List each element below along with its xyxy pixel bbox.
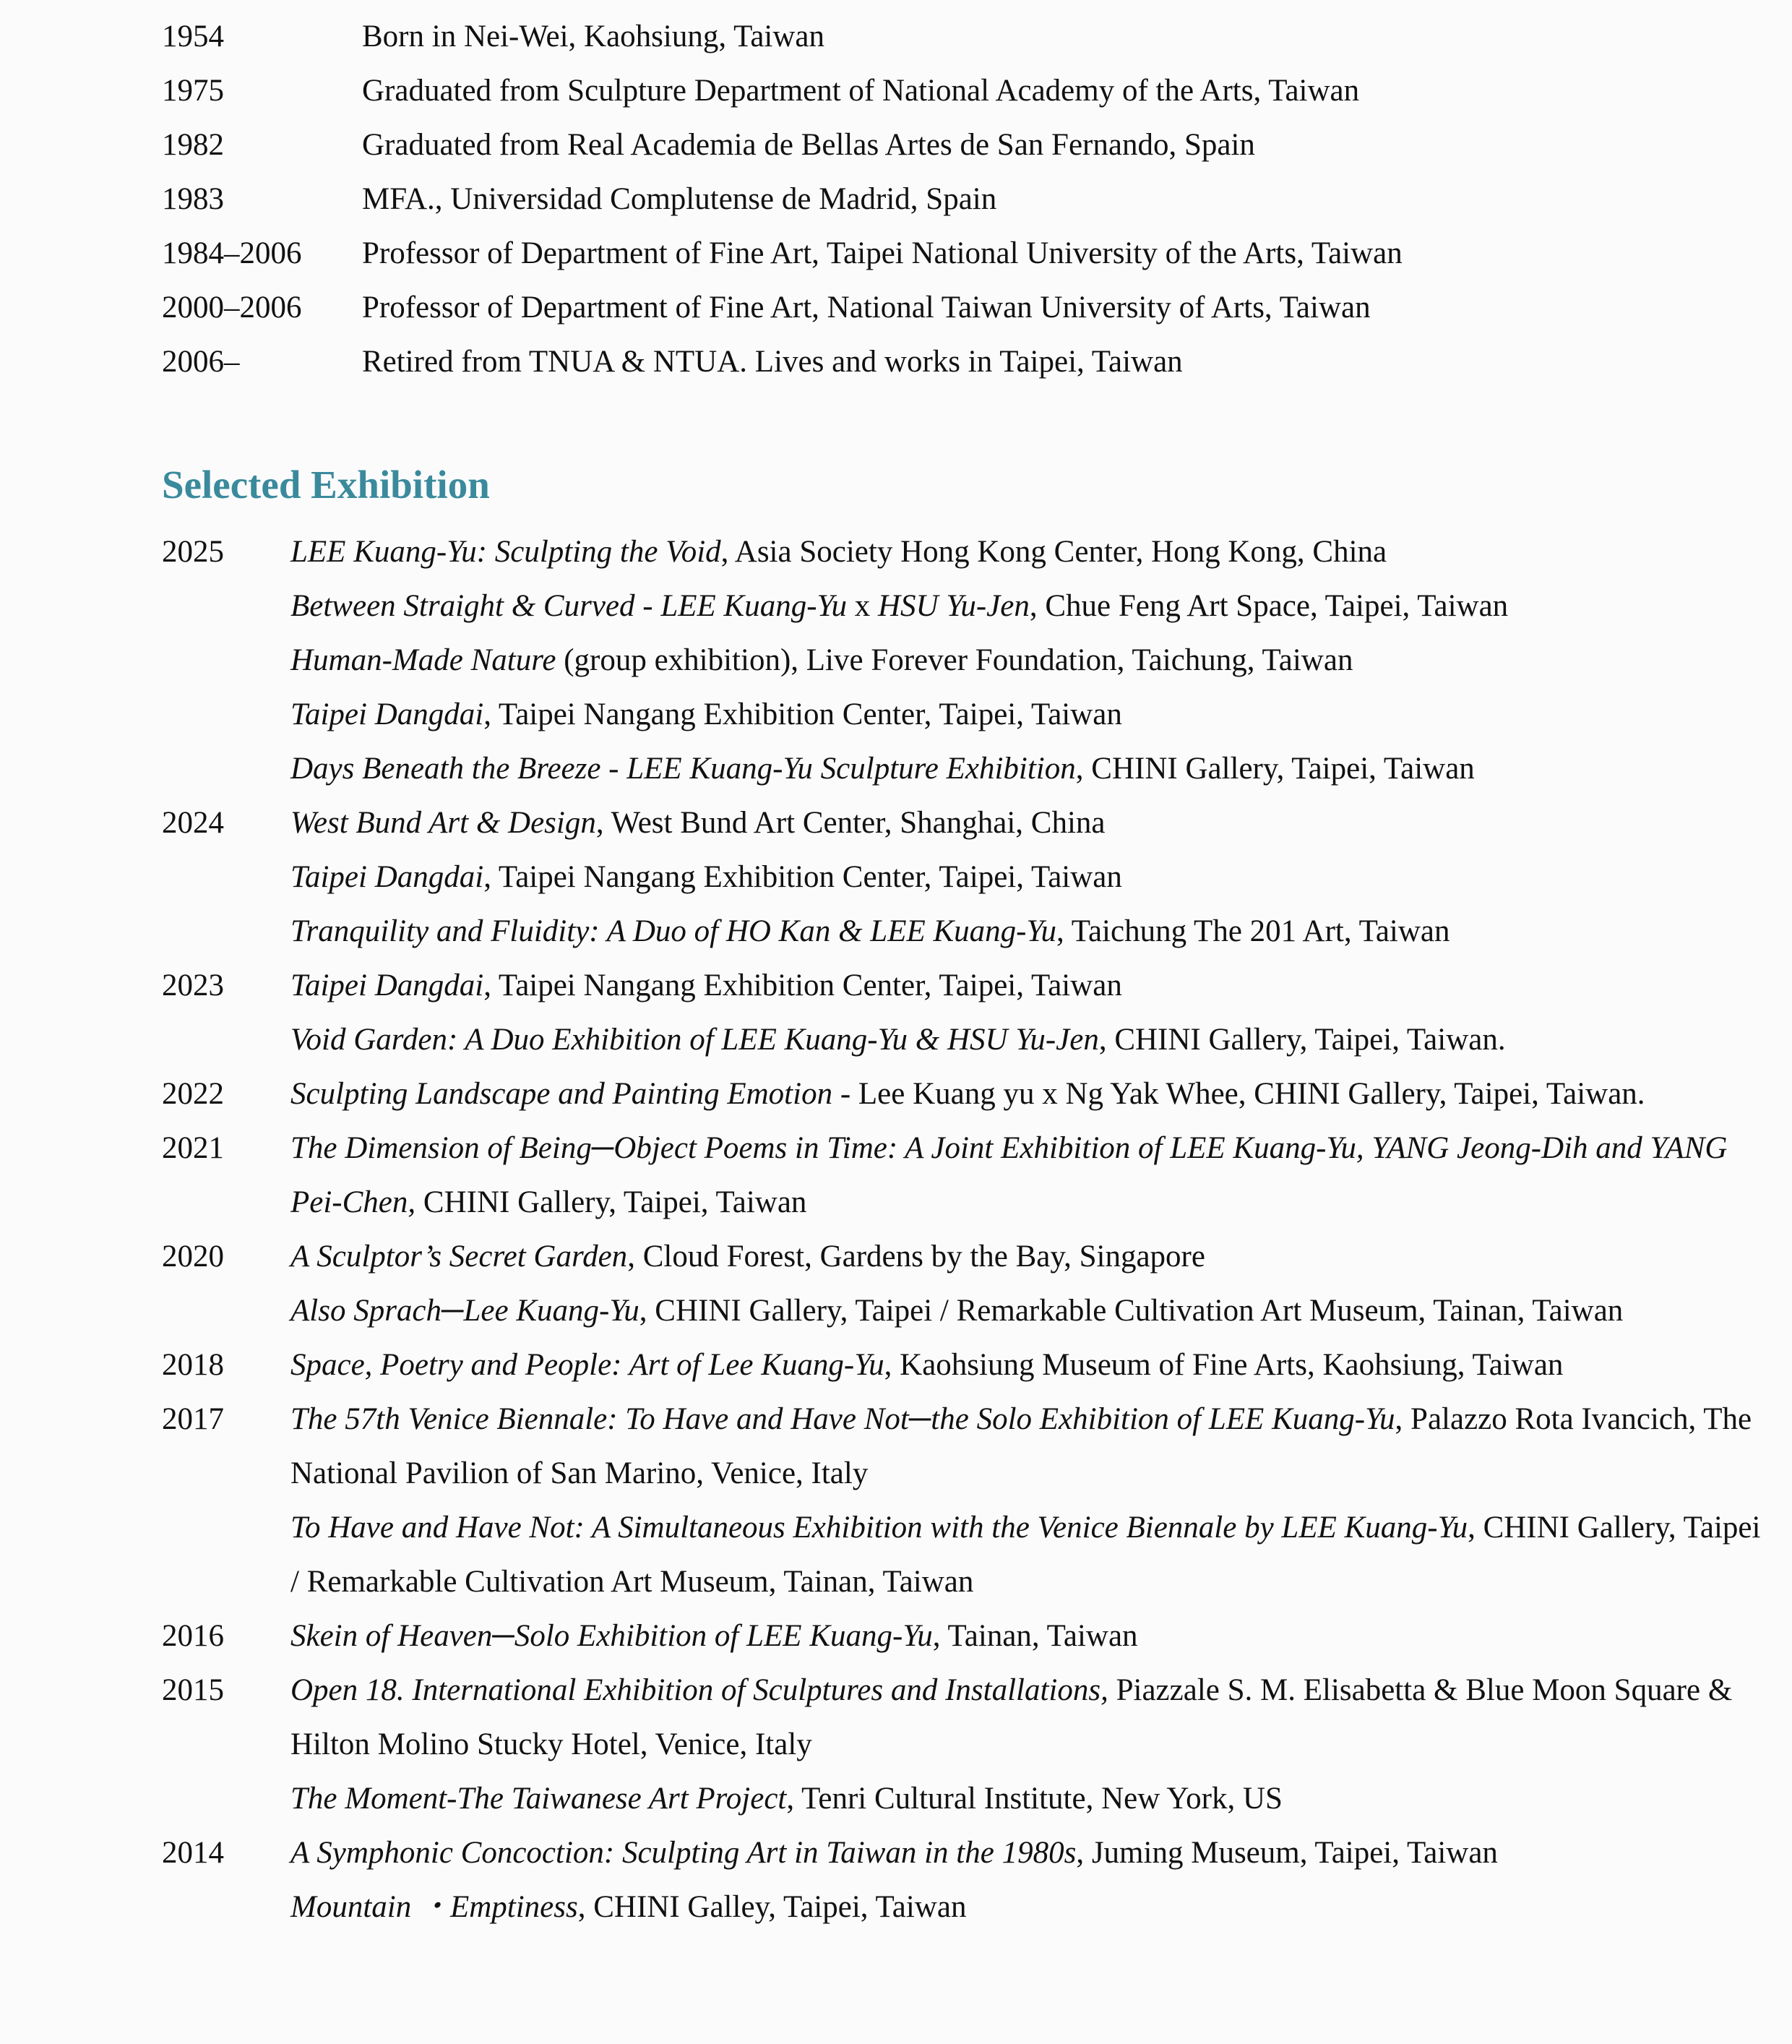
exhibition-year — [162, 1880, 290, 1934]
exhibition-title: A Symphonic Concoction: Sculpting Art in Taiwan in the 1980s — [290, 1836, 1077, 1870]
exhibition-venue: , CHINI Gallery, Taipei / Remarkable Cultivation Art Museum, Tainan, Taiwan — [290, 1511, 1761, 1599]
exhibition-year: 2018 — [162, 1348, 224, 1382]
exhibition-venue: x — [847, 589, 878, 623]
exhibition-venue: CHINI Gallery, Taipei, Taiwan — [415, 1185, 807, 1219]
exhibition-row — [162, 1609, 1773, 1663]
exhibition-row — [162, 1392, 1773, 1500]
biography-list — [162, 9, 1752, 389]
bio-year: 1984–2006 — [162, 236, 302, 270]
exhibition-row — [162, 1013, 1773, 1067]
exhibition-venue: (group exhibition), Live Forever Foundation, Taichung, Taiwan — [556, 643, 1353, 677]
exhibition-year — [162, 742, 290, 796]
exhibition-year — [162, 633, 290, 687]
bio-text: Professor of Department of Fine Art, National Taiwan University of Arts, Taiwan — [362, 291, 1371, 325]
exhibition-venue: , Taipei Nangang Exhibition Center, Taipei, Taiwan — [483, 860, 1122, 894]
exhibition-entry — [290, 1067, 1773, 1121]
exhibition-title: Sculpting Landscape and Painting Emotion — [290, 1077, 833, 1111]
exhibition-row — [162, 1229, 1773, 1284]
exhibition-venue: , Tainan, Taiwan — [932, 1619, 1138, 1653]
exhibition-year: 2017 — [162, 1402, 224, 1436]
exhibition-row — [162, 1338, 1773, 1392]
exhibition-venue: , Taipei Nangang Exhibition Center, Taipei, Taiwan — [483, 969, 1122, 1002]
bio-year: 1983 — [162, 182, 224, 216]
exhibition-entry — [290, 579, 1773, 633]
exhibition-entry — [290, 904, 1773, 958]
exhibition-row — [162, 1826, 1773, 1880]
exhibition-title: West Bund Art & Design — [290, 806, 596, 840]
exhibition-venue: , Cloud Forest, Gardens by the Bay, Singapore — [627, 1240, 1205, 1274]
exhibition-entry — [290, 958, 1773, 1013]
exhibition-year: 2023 — [162, 969, 224, 1002]
exhibition-title: Mountain ・Emptiness — [290, 1890, 578, 1924]
exhibition-venue: , Taipei Nangang Exhibition Center, Taipei, Taiwan — [483, 697, 1122, 731]
exhibition-list — [162, 525, 1773, 1934]
bio-text: Graduated from Sculpture Department of National Academy of the Arts, Taiwan — [362, 74, 1360, 108]
exhibition-venue: , Palazzo Rota Ivancich, The National Pavilion of San Marino, Venice, Italy — [290, 1402, 1752, 1490]
exhibition-row — [162, 742, 1773, 796]
exhibition-year: 2021 — [162, 1131, 224, 1165]
exhibition-row — [162, 850, 1773, 904]
exhibition-entry — [290, 1880, 1773, 1934]
bio-year: 2006– — [162, 345, 240, 379]
exhibition-year — [162, 1284, 290, 1338]
exhibition-row — [162, 1284, 1773, 1338]
exhibition-year: 2025 — [162, 535, 224, 569]
exhibition-venue: , Asia Society Hong Kong Center, Hong Kong, China — [720, 535, 1387, 569]
exhibition-entry — [290, 687, 1773, 742]
exhibition-row — [162, 1121, 1773, 1229]
exhibition-year: 2015 — [162, 1673, 224, 1707]
exhibition-entry — [290, 1826, 1773, 1880]
exhibition-entry — [290, 1284, 1773, 1338]
exhibition-entry — [290, 1229, 1773, 1284]
exhibition-year — [162, 579, 290, 633]
exhibition-year — [162, 1772, 290, 1826]
bio-year: 1954 — [162, 20, 224, 53]
bio-row — [162, 335, 1752, 389]
exhibition-venue: , Kaohsiung Museum of Fine Arts, Kaohsiung, Taiwan — [884, 1348, 1564, 1382]
bio-text: Graduated from Real Academia de Bellas Artes de San Fernando, Spain — [362, 128, 1255, 162]
bio-row — [162, 172, 1752, 226]
bio-row — [162, 118, 1752, 172]
bio-text: Retired from TNUA & NTUA. Lives and works in Taipei, Taiwan — [362, 345, 1183, 379]
bio-text: Professor of Department of Fine Art, Taipei National University of the Arts, Taiwan — [362, 236, 1403, 270]
exhibition-entry — [290, 1338, 1773, 1392]
bio-year: 1982 — [162, 128, 224, 162]
exhibition-venue: - Lee Kuang yu x Ng Yak Whee, CHINI Gallery, Taipei, Taiwan. — [832, 1077, 1645, 1111]
exhibition-row — [162, 1500, 1773, 1609]
exhibition-entry — [290, 1121, 1773, 1229]
exhibition-row — [162, 1880, 1773, 1934]
exhibition-title: Days Beneath the Breeze - LEE Kuang-Yu Sculpture Exhibition — [290, 752, 1076, 786]
exhibition-year — [162, 1500, 290, 1609]
exhibition-venue: , Tenri Cultural Institute, New York, US — [786, 1782, 1283, 1816]
exhibition-title: LEE Kuang-Yu: Sculpting the Void — [290, 535, 721, 569]
exhibition-row — [162, 796, 1773, 850]
exhibition-year — [162, 687, 290, 742]
exhibition-venue: , CHINI Galley, Taipei, Taiwan — [577, 1890, 967, 1924]
exhibition-title: Taipei Dangdai — [290, 969, 484, 1002]
exhibition-venue: , CHINI Gallery, Taipei, Taiwan — [1075, 752, 1475, 786]
bio-text: MFA., Universidad Complutense de Madrid, Spain — [362, 182, 997, 216]
exhibition-row — [162, 1772, 1773, 1826]
exhibition-entry — [290, 742, 1773, 796]
exhibition-year — [162, 850, 290, 904]
exhibition-title: Space, Poetry and People: Art of Lee Kuang-Yu — [290, 1348, 884, 1382]
exhibition-entry — [290, 1609, 1773, 1663]
exhibition-row — [162, 633, 1773, 687]
exhibition-entry — [290, 1392, 1773, 1500]
exhibition-venue-2: , Chue Feng Art Space, Taipei, Taiwan — [1029, 589, 1509, 623]
exhibition-row — [162, 687, 1773, 742]
exhibition-entry — [290, 1772, 1773, 1826]
exhibition-entry — [290, 1500, 1773, 1609]
exhibition-title-2: HSU Yu-Jen — [878, 589, 1030, 623]
exhibition-row — [162, 1663, 1773, 1772]
exhibition-venue: , CHINI Gallery, Taipei, Taiwan. — [1098, 1023, 1506, 1057]
exhibition-year: 2020 — [162, 1240, 224, 1274]
exhibition-title: Human-Made Nature — [290, 643, 556, 677]
bio-row — [162, 280, 1752, 335]
exhibition-year: 2016 — [162, 1619, 224, 1653]
exhibition-venue: Piazzale S. M. Elisabetta & Blue Moon Square & Hilton Molino Stucky Hotel, Venice, Italy — [290, 1673, 1733, 1761]
exhibition-title: To Have and Have Not: A Simultaneous Exhibition with the Venice Biennale by LEE Kuang-Yu — [290, 1511, 1468, 1545]
exhibition-row — [162, 958, 1773, 1013]
exhibition-year: 2014 — [162, 1836, 224, 1870]
exhibition-row — [162, 579, 1773, 633]
exhibition-title: Tranquility and Fluidity: A Duo of HO Kan & LEE Kuang-Yu — [290, 914, 1056, 948]
exhibition-entry — [290, 1663, 1773, 1772]
exhibition-year: 2024 — [162, 806, 224, 840]
exhibition-entry — [290, 633, 1773, 687]
exhibition-title: Taipei Dangdai — [290, 860, 484, 894]
exhibition-year — [162, 904, 290, 958]
exhibition-venue: , Taichung The 201 Art, Taiwan — [1056, 914, 1450, 948]
exhibition-entry — [290, 796, 1773, 850]
exhibition-entry — [290, 850, 1773, 904]
exhibition-title: Skein of Heaven─Solo Exhibition of LEE Kuang-Yu — [290, 1619, 933, 1653]
bio-row — [162, 64, 1752, 118]
exhibition-year: 2022 — [162, 1077, 224, 1111]
exhibition-venue: , West Bund Art Center, Shanghai, China — [595, 806, 1106, 840]
exhibition-entry — [290, 1013, 1773, 1067]
section-heading: Selected Exhibition — [162, 463, 490, 507]
exhibition-year — [162, 1013, 290, 1067]
exhibition-title: Void Garden: A Duo Exhibition of LEE Kuang-Yu & HSU Yu-Jen — [290, 1023, 1099, 1057]
exhibition-entry — [290, 525, 1773, 579]
exhibition-title: Open 18. International Exhibition of Sculptures and Installations, — [290, 1673, 1108, 1707]
bio-text: Born in Nei-Wei, Kaohsiung, Taiwan — [362, 20, 825, 53]
bio-row — [162, 9, 1752, 64]
bio-year: 1975 — [162, 74, 224, 108]
exhibition-title: The Dimension of Being─Object Poems in Time: A Joint Exhibition of LEE Kuang-Yu, YANG Jeong-Dih and YANG Pei-Chen, — [290, 1131, 1728, 1219]
bio-year: 2000–2006 — [162, 291, 302, 325]
exhibition-row — [162, 1067, 1773, 1121]
bio-row — [162, 226, 1752, 280]
exhibition-title: The 57th Venice Biennale: To Have and Have Not─the Solo Exhibition of LEE Kuang-Yu — [290, 1402, 1395, 1436]
exhibition-title: Between Straight & Curved - LEE Kuang-Yu — [290, 589, 847, 623]
exhibition-row — [162, 904, 1773, 958]
exhibition-title: Taipei Dangdai — [290, 697, 484, 731]
exhibition-title: A Sculptor’s Secret Garden — [290, 1240, 628, 1274]
exhibition-venue: , Juming Museum, Taipei, Taiwan — [1076, 1836, 1498, 1870]
exhibition-title: Also Sprach─Lee Kuang-Yu — [290, 1294, 639, 1328]
exhibition-row — [162, 525, 1773, 579]
exhibition-venue: , CHINI Gallery, Taipei / Remarkable Cultivation Art Museum, Tainan, Taiwan — [639, 1294, 1624, 1328]
exhibition-title: The Moment-The Taiwanese Art Project — [290, 1782, 787, 1816]
